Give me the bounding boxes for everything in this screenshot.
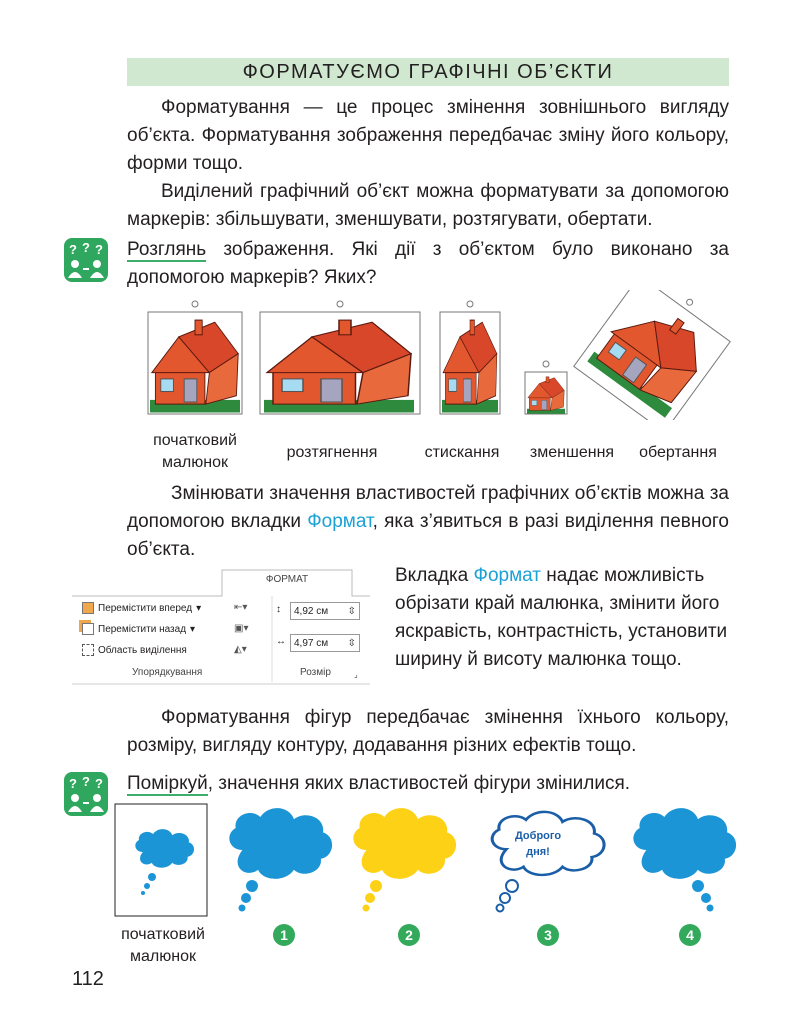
selection-pane-button[interactable] bbox=[82, 644, 187, 656]
format-tab-link: Формат bbox=[307, 511, 373, 532]
chevron-down-icon: ▾ bbox=[190, 623, 196, 635]
group-size-label: Розмір bbox=[300, 667, 331, 678]
caption-original-line-2: малюнок bbox=[162, 454, 228, 471]
caption-squeeze: стискання bbox=[424, 444, 500, 461]
caption-cloud-line-2: малюнок bbox=[130, 948, 196, 965]
caption-original bbox=[140, 430, 250, 474]
width-value: 4,97 см bbox=[294, 637, 329, 649]
caption-shrink: зменшення bbox=[529, 444, 615, 461]
send-backward-icon bbox=[82, 623, 94, 635]
caption-stretch: розтягнення bbox=[286, 444, 378, 461]
cloud-1 bbox=[229, 808, 332, 911]
chevron-down-icon: ▾ bbox=[196, 602, 202, 614]
height-input[interactable] bbox=[290, 602, 360, 620]
spinner-icon[interactable]: ⇳ bbox=[347, 605, 356, 617]
badge-2: 2 bbox=[398, 924, 420, 946]
svg-text:?: ? bbox=[69, 776, 77, 791]
house-images bbox=[140, 290, 740, 420]
task-2-text bbox=[127, 770, 729, 798]
cloud-shapes bbox=[112, 800, 742, 920]
house-squeezed bbox=[440, 301, 500, 414]
badge-3: 3 bbox=[537, 924, 559, 946]
cloud-2 bbox=[353, 808, 456, 911]
section-title: ФОРМАТУЄМО ГРАФІЧНІ ОБ’ЄКТИ bbox=[242, 60, 614, 83]
spinner-icon[interactable]: ⇳ bbox=[347, 637, 356, 649]
cloud-original bbox=[115, 804, 207, 916]
width-input[interactable] bbox=[290, 634, 360, 652]
width-icon: ↔ bbox=[276, 636, 286, 647]
caption-original-line-1: початковий bbox=[153, 432, 237, 449]
house-rotated bbox=[574, 290, 737, 420]
side-format-link: Формат bbox=[473, 565, 542, 586]
bubble-greeting-line-2: дня! bbox=[526, 846, 550, 858]
rotate-icon[interactable]: ◭▾ bbox=[234, 644, 247, 655]
badge-1: 1 bbox=[273, 924, 295, 946]
tab-format[interactable]: ФОРМАТ bbox=[265, 574, 309, 585]
bring-forward-label: Перемістити вперед bbox=[98, 602, 193, 614]
format-ribbon bbox=[72, 566, 370, 686]
bring-forward-icon bbox=[82, 602, 94, 614]
cloud-3 bbox=[492, 812, 604, 912]
house-shrunk bbox=[525, 361, 567, 414]
task-1-keyword: Розглянь bbox=[127, 239, 207, 260]
send-backward-button[interactable] bbox=[82, 623, 195, 635]
selection-pane-label: Область виділення bbox=[98, 644, 187, 656]
svg-text:?: ? bbox=[95, 776, 103, 791]
shapes-paragraph bbox=[127, 704, 729, 760]
side-text-before: Вкладка bbox=[395, 565, 474, 586]
badge-4: 4 bbox=[679, 924, 701, 946]
align-icon[interactable]: ⇤▾ bbox=[234, 602, 248, 613]
height-icon: ↕ bbox=[276, 604, 281, 615]
format-paragraph bbox=[127, 480, 729, 564]
bring-forward-button[interactable] bbox=[82, 602, 201, 614]
cloud-4 bbox=[633, 808, 736, 911]
intro-text bbox=[127, 94, 729, 234]
svg-text:?: ? bbox=[82, 774, 90, 789]
svg-text:?: ? bbox=[95, 242, 103, 257]
house-original bbox=[148, 301, 242, 414]
caption-cloud-original bbox=[110, 924, 216, 968]
section-header bbox=[127, 58, 729, 86]
house-stretched bbox=[260, 301, 420, 414]
svg-text:?: ? bbox=[82, 240, 90, 255]
intro-paragraph-1: Форматування — це процес змінення зовнішнього вигляду об’єкта. Форматування зображення передбачає зміну його кольору, форми тощо. bbox=[127, 97, 729, 174]
task-2-question: , значення яких властивостей фігури змінилися. bbox=[207, 773, 631, 794]
caption-rotate: обертання bbox=[639, 444, 717, 461]
selection-pane-icon bbox=[82, 644, 94, 656]
format-text-before: Змінювати значення властивостей графічних об’єктів можна за допомогою вкладки bbox=[127, 483, 729, 532]
page-number: 112 bbox=[72, 968, 104, 990]
question-people-icon bbox=[64, 772, 108, 816]
caption-cloud-line-1: початковий bbox=[121, 926, 205, 943]
format-text-after: , яка з’явиться в разі виділення певного об’єкта. bbox=[127, 511, 729, 560]
side-text-after: надає можливість обрізати край малюнка, змінити його яскравість, контрастність, установити ширину й висоту малюнка тощо. bbox=[395, 565, 728, 670]
bubble-greeting-line-1: Доброго bbox=[514, 830, 562, 842]
send-backward-label: Перемістити назад bbox=[98, 623, 187, 635]
shapes-text: Форматування фігур передбачає змінення їхнього кольору, розміру, вигляду контуру, додавання різних ефектів тощо. bbox=[127, 707, 729, 756]
task-1-question: зображення. Які дії з об’єктом було виконано за допомогою маркерів? Яких? bbox=[127, 239, 729, 288]
group-arrange-label: Упорядкування bbox=[132, 667, 203, 678]
task-1-text bbox=[127, 236, 729, 292]
svg-text:?: ? bbox=[69, 242, 77, 257]
question-people-icon bbox=[64, 238, 108, 282]
intro-paragraph-2: Виділений графічний об’єкт можна форматувати за допомогою маркерів: збільшувати, зменшувати, розтягувати, обертати. bbox=[127, 181, 729, 230]
task-2-keyword: Поміркуй bbox=[127, 773, 208, 794]
side-paragraph bbox=[395, 562, 729, 674]
height-value: 4,92 см bbox=[294, 605, 329, 617]
dialog-launcher-icon[interactable]: ⌟ bbox=[354, 670, 358, 679]
bubble-greeting bbox=[498, 828, 578, 860]
group-icon[interactable]: ▣▾ bbox=[234, 623, 249, 634]
